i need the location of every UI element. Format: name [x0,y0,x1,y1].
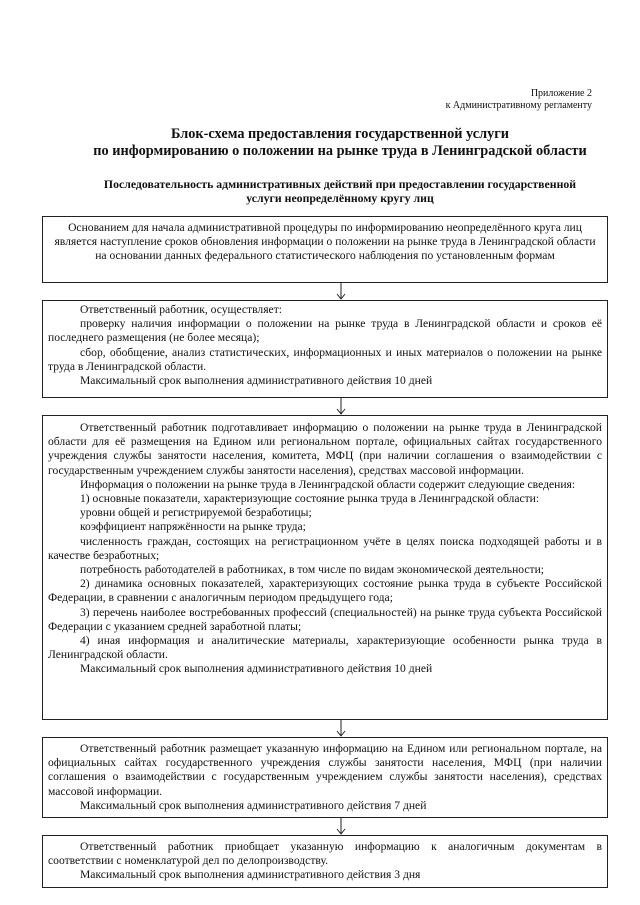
flow-box-2-p1: Ответственный работник, осуществляет: [80,303,282,316]
flow-box-3-p7: потребность работодателей в работниках, в том числе по видам экономической деятельности; [80,563,545,577]
flow-box-4 [42,737,608,818]
flow-arrow-3 [336,720,346,737]
flow-box-2-p4: Максимальный срок выполнения административного действия 10 дней [80,374,433,388]
section-subtitle [50,177,630,205]
flow-box-3-p4: уровни общей и регистрируемой безработицы; [80,506,312,520]
flow-box-2-p2: проверку наличия информации о положении на рынке труда в Ленинградской области и сроков её последнего размещения (не более месяца); [48,317,602,345]
flow-box-5-p2: Максимальный срок выполнения административного действия 3 дня [80,868,421,882]
flow-box-3-p2: Информация о положении на рынке труда в Ленинградской области содержит следующие сведения: [80,477,576,491]
flow-box-4-p1: Ответственный работник размещает указанную информацию на Едином или региональном портале, на официальных сайтах государственного учреждения службы занятости населения, МФЦ (при наличии соглашения о взаимодействии с государственным учреждением службы занятости населения), средствах массовой информации. [48,742,602,798]
flow-box-3-p3: 1) основные показатели, характеризующие состояние рынка труда в Ленинградской области: [80,492,540,506]
flow-box-3-p8: 2) динамика основных показателей, характеризующих состояние рынка труда в субъекте Российской Федерации, в сравнении с аналогичным периодом предыдущего года; [48,577,602,605]
flow-box-3-p10: 4) иная информация и аналитические материалы, характеризующие особенности рынка труда в Ленинградской области. [48,634,602,662]
flow-box-3-p5: коэффициент напряжённости на рынке труда; [80,520,306,534]
page-title-line-2: по информированию о положении на рынке труда в Ленинградской области [93,143,587,159]
page-title-line-1: Блок-схема предоставления государственной услуги [170,126,510,142]
appendix-line-2: к Административному регламенту [445,100,592,111]
appendix-note [446,88,592,112]
flow-box-3-p1: Ответственный работник подготавливает информацию о положении на рынке труда в Ленинградской области для её размещения на Едином или региональном портале, официальных сайтах государственного учреждения службы занятости населения, комитета, МФЦ (при наличии соглашения о взаимодействии с государственным учреждением службы занятости населения), средствах массовой информации. [48,421,602,477]
flow-box-3 [42,415,608,720]
flow-arrow-1 [336,283,346,300]
flow-box-2 [42,300,608,398]
flow-box-3-p9: 3) перечень наиболее востребованных профессий (специальностей) на рынке труда субъекта Российской Федерации с указанием средней заработной платы; [48,605,602,633]
flow-box-5 [42,835,608,888]
flow-box-2-p3: сбор, обобщение, анализ статистических, информационных и иных материалов о положении на рынке труда в Ленинградской области. [48,345,602,373]
appendix-line-1: Приложение 2 [530,88,592,99]
page-title [40,126,640,160]
section-subtitle-line-2: услуги неопределённому кругу лиц [246,191,434,205]
flow-box-3-p11: Максимальный срок выполнения административного действия 10 дней [80,662,433,676]
flow-box-4-p2: Максимальный срок выполнения административного действия 7 дней [80,798,427,812]
flow-arrow-2 [336,398,346,415]
flow-box-3-p6: численность граждан, состоящих на регистрационном учёте в целях поиска подходящей работы и в качестве безработных; [48,534,602,562]
section-subtitle-line-1: Последовательность административных действий при предоставлении государственной [103,177,577,191]
flow-box-1-text: Основанием для начала административной процедуры по информированию неопределённого круга лиц является наступление сроков обновления информации о положении на рынке труда в Ленинградской области на основании данных федерального статистического наблюдения по установленным формам [54,221,596,263]
flow-box-5-p1: Ответственный работник приобщает указанную информацию к аналогичным документам в соответствии с номенклатурой дел по делопроизводству. [48,840,602,868]
flow-box-1 [42,216,608,283]
flow-arrow-4 [336,818,346,835]
